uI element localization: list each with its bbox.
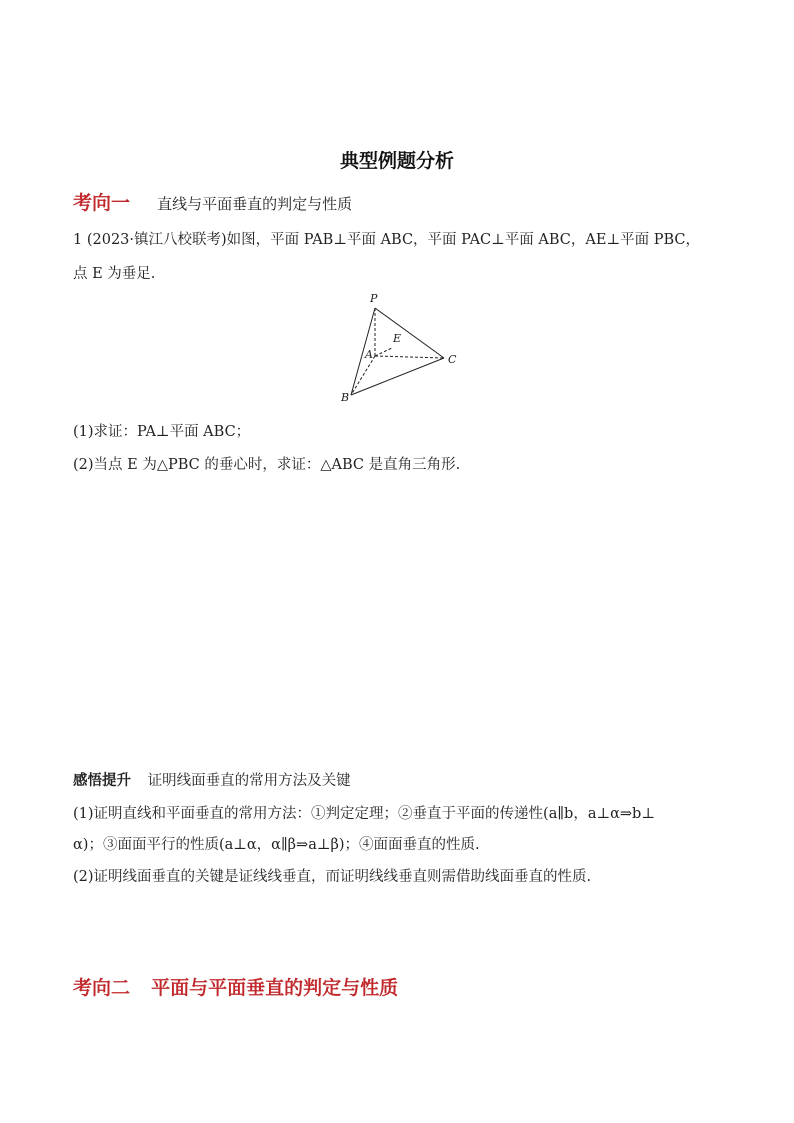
insight-p2: (2)证明线面垂直的关键是证线线垂直，而证明线线垂直则需借助线面垂直的性质. (73, 869, 592, 885)
insight-p1-line2: α)；③面面平行的性质(a⊥α，α∥β⇒a⊥β)；④面面垂直的性质. (73, 837, 480, 853)
edge-BC (351, 358, 444, 395)
label-B: B (341, 391, 350, 404)
question-2: (2)当点 E 为△PBC 的垂心时，求证：△ABC 是直角三角形. (73, 457, 461, 473)
label-P: P (370, 292, 378, 305)
insight-p1-line1: (1)证明直线和平面垂直的常用方法：①判定定理；②垂直于平面的传递性(a∥b，a⊥α⇒b⊥ (73, 806, 655, 822)
edge-AC (375, 356, 444, 358)
section-2-label: 考向二 (73, 977, 131, 999)
section-1-header (73, 188, 352, 215)
section-2-header (73, 973, 398, 1000)
section-1-label: 考向一 (73, 192, 131, 214)
segment-AE (375, 348, 392, 356)
section-2-subtitle: 平面与平面垂直的判定与性质 (151, 977, 399, 999)
section-1-subtitle: 直线与平面垂直的判定与性质 (157, 195, 353, 213)
edge-AB (351, 356, 375, 395)
label-A: A (365, 348, 373, 361)
insight-heading-label: 感悟提升 (73, 772, 131, 789)
tetrahedron-figure (330, 290, 465, 405)
problem-line-1: 1 (2023·镇江八校联考)如图，平面 PAB⊥平面 ABC，平面 PAC⊥平面 ABC，AE⊥平面 PBC， (73, 232, 700, 248)
question-1: (1)求证：PA⊥平面 ABC； (73, 424, 251, 440)
edge-PC (375, 308, 444, 358)
label-E: E (393, 332, 402, 345)
problem-line-2: 点 E 为垂足. (73, 266, 156, 282)
page-title: 典型例题分析 (339, 150, 454, 172)
insight-heading (73, 769, 351, 790)
insight-heading-text: 证明线面垂直的常用方法及关键 (147, 773, 351, 789)
label-C: C (448, 353, 457, 366)
